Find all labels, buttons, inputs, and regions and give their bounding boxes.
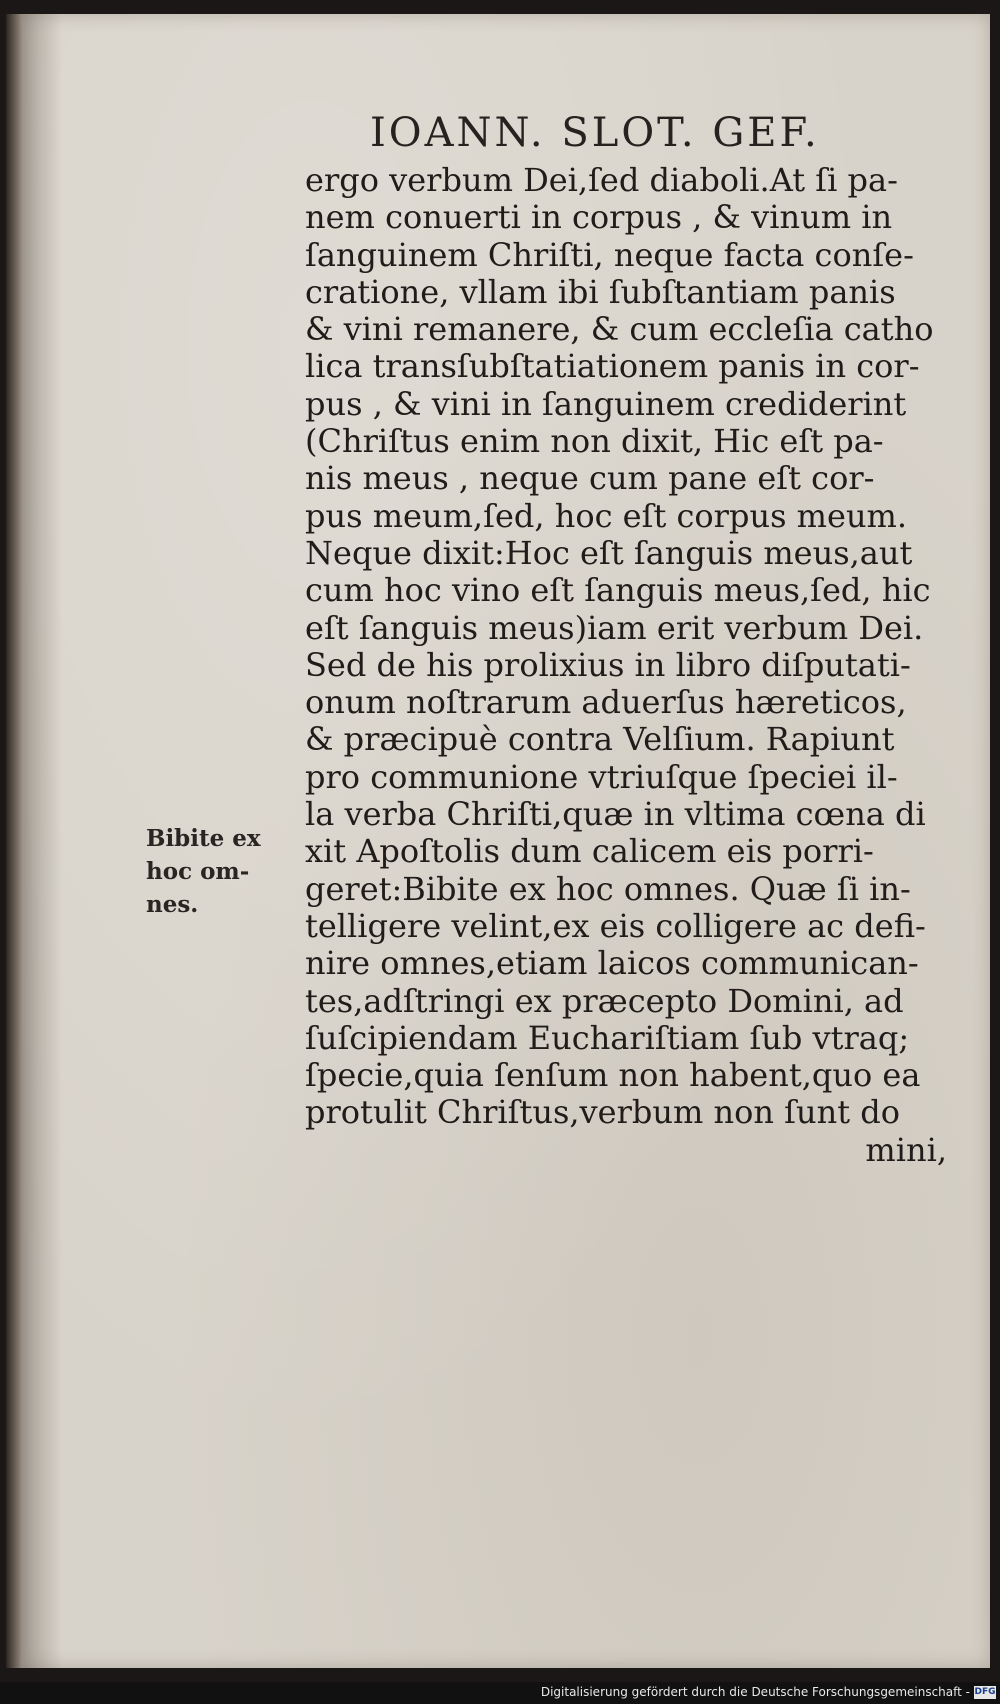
text-line: tes,adſtringi ex præcepto Domini, ad [305,981,904,1020]
text-line: nire omnes,etiam laicos communican- [305,944,919,983]
text-line: pus meum,ſed, hoc eſt corpus meum. [305,496,908,535]
text-line: Sed de his prolixius in libro diſputati- [305,645,911,684]
spine-shadow [22,14,62,1668]
text-line: geret:Bibite ex hoc omnes. Quæ ſi in- [305,869,911,908]
text-line: (Chriſtus enim non dixit, Hic eſt pa- [305,422,884,461]
footer-bar [0,1682,1000,1704]
text-line: telligere velint,ex eis colligere ac defi- [305,906,926,945]
text-line: & vini remanere, & cum eccleſia catho [305,310,934,349]
text-line: Neque dixit:Hoc eſt ſanguis meus,aut [305,533,913,572]
text-line: onum noſtrarum aduerſus hæreticos, [305,683,907,722]
text-line: & præcipuè contra Velſium. Rapiunt [305,720,895,759]
text-line: xit Apoſtolis dum calicem eis porri- [305,832,874,871]
marginal-note-line: hoc om- [146,858,250,885]
text-line: cratione, vllam ibi ſubſtantiam panis [305,272,896,311]
text-line: protulit Chriſtus,verbum non ſunt do [305,1093,900,1132]
marginal-note-line: Bibite ex [146,825,261,852]
text-line: ergo verbum Dei,ſed diaboli.At ſi pa- [305,161,898,199]
text-line: lica transſubſtatiationem panis in cor- [305,347,920,386]
marginal-note-line: nes. [146,891,199,918]
text-line: pus , & vini in ſanguinem crediderint [305,384,907,423]
text-line: nis meus , neque cum pane eſt cor- [305,459,875,498]
text-line: la verba Chriſti,quæ in vltima cœna di [305,795,926,834]
running-head: IOANN. SLOT. GEF. [370,110,820,156]
text-line: ſanguinem Chriſti, neque facta conſe- [305,235,914,274]
marginal-note [146,822,261,921]
text-line: pro communione vtriuſque ſpeciei il- [305,757,898,796]
text-line: cum hoc vino eſt ſanguis meus,ſed, hic [305,571,931,610]
text-line: ſuſcipiendam Euchariſtiam ſub vtraq; [305,1018,910,1057]
dfg-logo-icon: DFG [974,1687,996,1697]
catchword: mini, [865,1130,947,1169]
funding-credit: Digitalisierung gefördert durch die Deutsche Forschungsgemeinschaft - [540,1685,970,1699]
text-line: eſt ſanguis meus)iam erit verbum Dei. [305,608,924,647]
body-text [305,162,955,1169]
text-line: nem conuerti in corpus , & vinum in [305,198,893,237]
text-line: ſpecie,quia ſenſum non habent,quo ea [305,1056,921,1095]
